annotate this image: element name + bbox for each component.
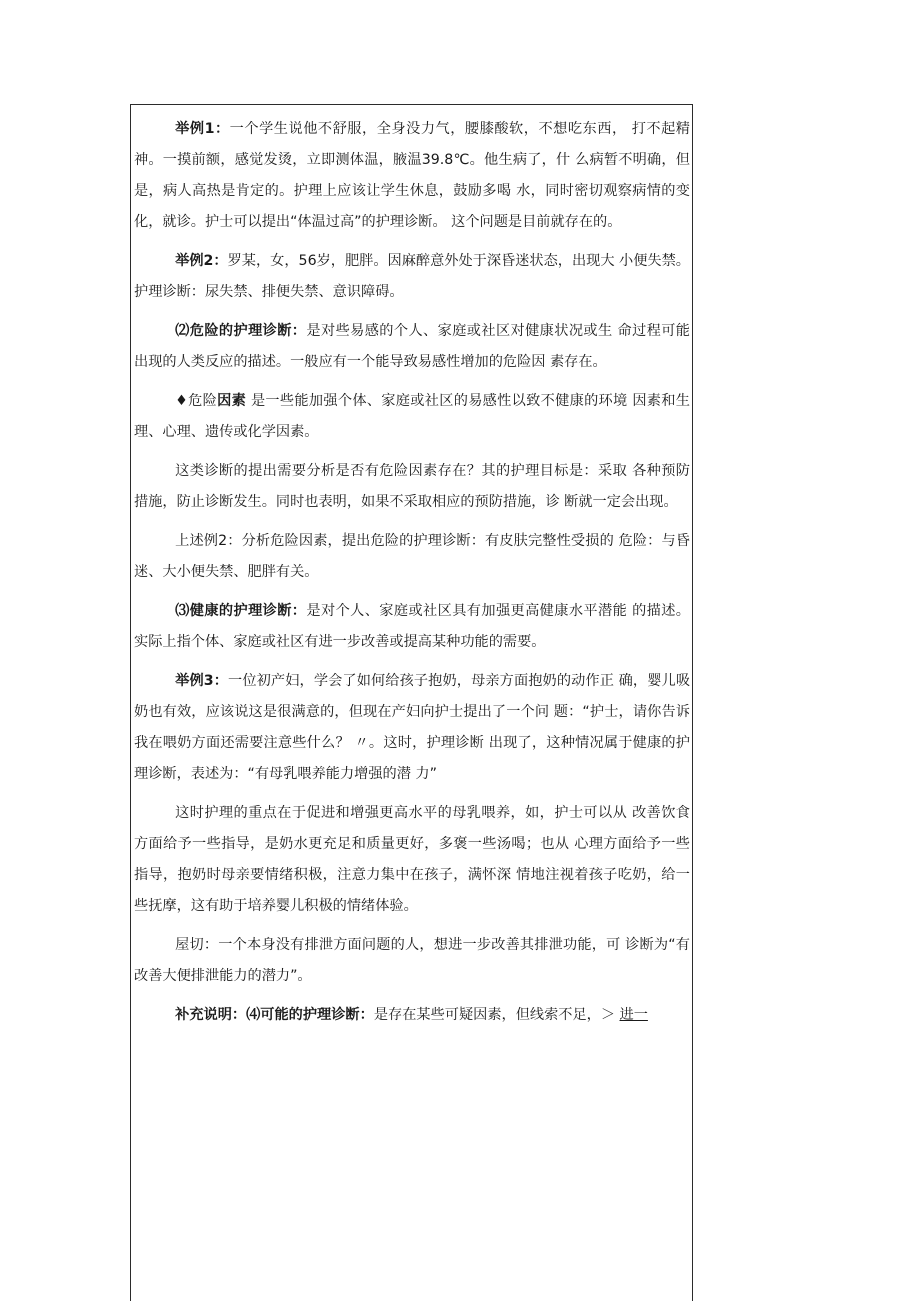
paragraph-supplement (134, 1000, 690, 1031)
paragraph-risk-diagnosis (134, 316, 690, 378)
paragraph-label: 举例3： (175, 673, 229, 689)
paragraph-example-1 (134, 114, 690, 238)
paragraph-analysis (134, 456, 690, 518)
paragraph-text: 一位初产妇，学会了如何给孩子抱奶，母亲方面抱奶的动作正 确，婴儿吸奶也有效，应该说这是很满意的，但现在产妇向护士提出了一个问 题：“护士，请你告诉我在喂奶方面还需要注意些什么？ 〃。这时，护理诊断 出现了，这种情况属于健康的护理诊断，表述为：“有母乳喂养能力增强的潜 力” (134, 673, 691, 782)
paragraph-label: ⑵危险的护理诊断： (175, 323, 307, 339)
paragraph-text: 是一些能加强个体、家庭或社区的易感性以致不健康的环境 因素和生理、心理、遗传或化学因素。 (134, 393, 690, 440)
paragraph-text: 是对些易感的个人、家庭或社区对健康状况或生 命过程可能出现的人类反应的描述。一般应有一个能导致易感性增加的危险因 素存在。 (134, 323, 690, 370)
continuation-link-text: 进一 (619, 1007, 648, 1023)
paragraph-text: 罗某，女，56岁，肥胖。因麻醉意外处于深昏迷状态，出现大 小便失禁。护理诊断：尿失禁、排便失禁、意识障碍。 (134, 253, 690, 300)
paragraph-text: 是对个人、家庭或社区具有加强更高健康水平潜能 的描述。实际上指个体、家庭或社区有进一步改善或提高某种功能的需要。 (134, 603, 690, 650)
paragraph-label: 补充说明：⑷可能的护理诊断： (175, 1007, 374, 1023)
paragraph-text: 屋切：一个本身没有排泄方面问题的人，想进一步改善其排泄功能，可 诊断为“有改善大便排泄能力的潜力”。 (134, 937, 690, 984)
paragraph-text: 是存在某些可疑因素，但线索不足，＞ (373, 1007, 620, 1023)
paragraph-nursing-focus (134, 798, 690, 922)
paragraph-example-3 (134, 666, 690, 790)
paragraph-risk-factor (134, 386, 690, 448)
paragraph-excretion-example (134, 930, 690, 992)
paragraph-label-prefix: ♦危险 (175, 393, 218, 409)
paragraph-text: 这时护理的重点在于促进和增强更高水平的母乳喂养，如，护士可以从 改善饮食方面给予一些指导，是奶水更充足和质量更好，多褒一些汤喝；也从 心理方面给予一些指导，抱奶时母亲要情绪积极，注意力集中在孩子，满怀深 情地注视着孩子吃奶，给一些抚摩，这有助于培养婴儿积极的情绪体验。 (134, 805, 690, 914)
document-body (134, 114, 690, 1039)
paragraph-label: 举例2： (175, 253, 228, 269)
paragraph-text: 这类诊断的提出需要分析是否有危险因素存在？其的护理目标是：采取 各种预防措施，防止诊断发生。同时也表明，如果不采取相应的预防措施，诊 断就一定会出现。 (134, 463, 690, 510)
paragraph-example-2 (134, 246, 690, 308)
paragraph-example-2-followup (134, 526, 690, 588)
paragraph-label: 因素 (217, 393, 247, 409)
paragraph-label: 举例1： (175, 121, 230, 137)
paragraph-text: 一个学生说他不舒服，全身没力气，腰膝酸软，不想吃东西， 打不起精神。一摸前额，感觉发烫，立即测体温，腋温39.8℃。他生病了，什 么病暂不明确，但是，病人高热是肯定的。护理上应该让学生休息，鼓励多喝 水，同时密切观察病情的变化，就诊。护士可以提出“体温过高”的护理诊断。 这个问题是目前就存在的。 (134, 121, 690, 230)
paragraph-health-diagnosis (134, 596, 690, 658)
paragraph-label: ⑶健康的护理诊断： (175, 603, 307, 619)
paragraph-text: 上述例2：分析危险因素，提出危险的护理诊断：有皮肤完整性受损的 危险：与昏迷、大小便失禁、肥胖有关。 (134, 533, 690, 580)
